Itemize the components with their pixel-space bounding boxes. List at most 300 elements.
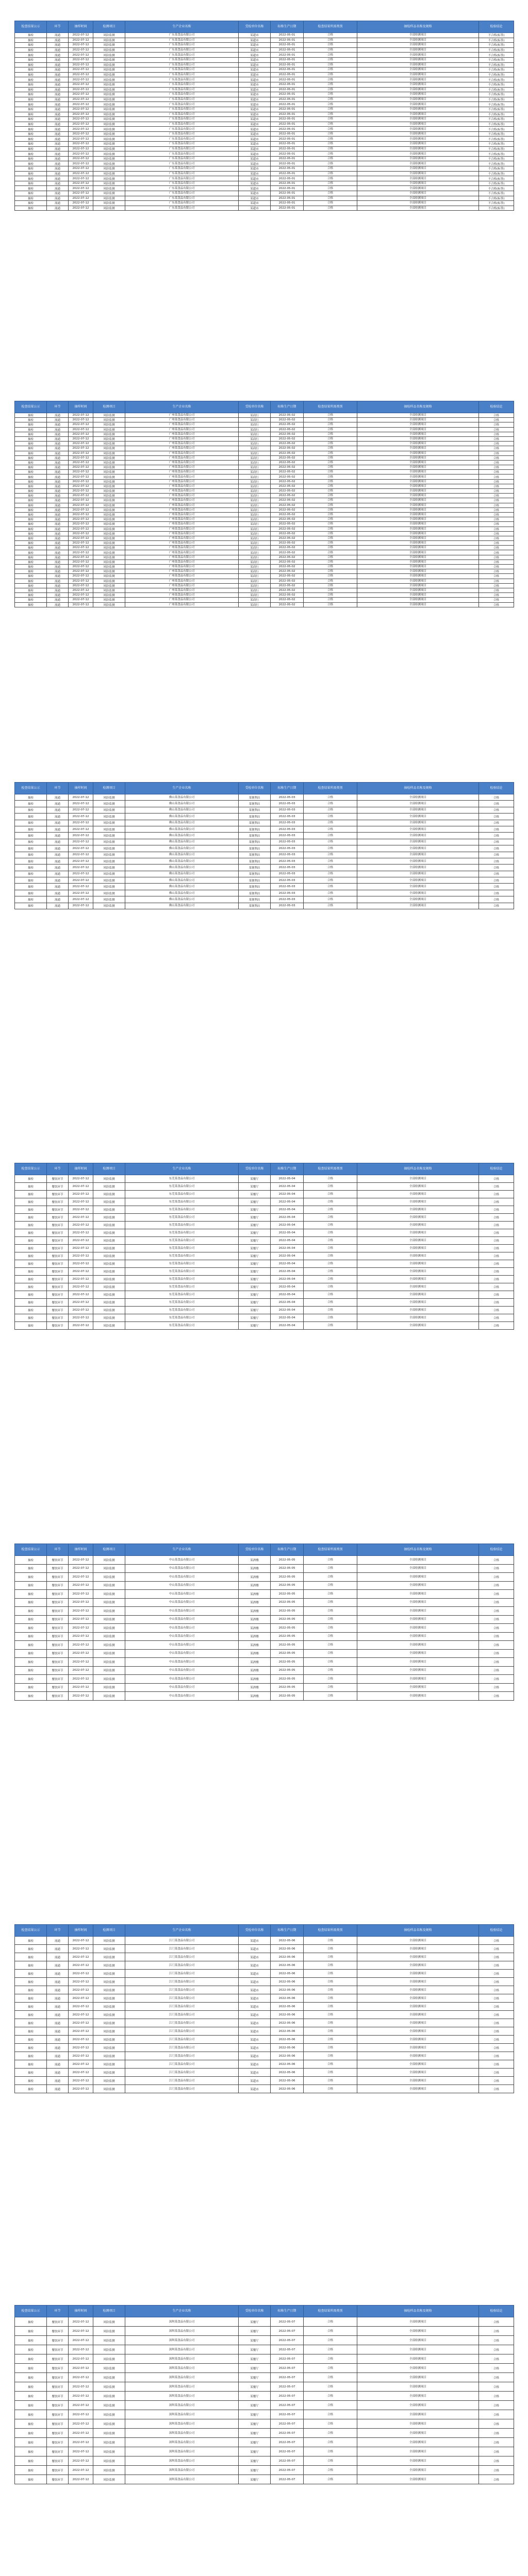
table-cell: 风险监测 <box>93 137 125 142</box>
table-cell: 2022-07-12 <box>69 512 93 517</box>
table-cell: 合格 <box>304 574 357 579</box>
table-cell: 广州某食品有限公司 <box>125 517 239 522</box>
table-cell: 2022-05-07 <box>271 2317 304 2327</box>
table-cell: 2022-07-12 <box>69 494 93 498</box>
table-cell: 2022-05-02 <box>271 517 304 522</box>
table-cell: 全部检测项目 <box>357 845 479 852</box>
table-cell: 2022-05-02 <box>271 531 304 536</box>
table-cell: 合格 <box>304 82 357 87</box>
table-cell: 某餐厅 <box>239 2401 271 2410</box>
table-cell: 合格 <box>479 1291 514 1299</box>
table-cell: 合格 <box>304 2069 357 2077</box>
table-cell: 风险监测 <box>93 1245 125 1252</box>
column-header: 检查结果所需类别 <box>304 401 357 413</box>
table-cell: 合格 <box>479 517 514 522</box>
table-cell: 抽检 <box>15 2019 47 2027</box>
table-cell: 抽检 <box>15 1598 47 1607</box>
table-cell: 合格 <box>479 2011 514 2019</box>
table-cell: 2022-05-01 <box>271 137 304 142</box>
table-cell: 风险监测 <box>93 565 125 569</box>
column-header: 受检单位名称 <box>239 783 271 794</box>
column-header: 抽检样品名称及规格 <box>357 1163 479 1175</box>
table-cell: 合格 <box>304 1229 357 1237</box>
table-cell: 广州某食品有限公司 <box>125 555 239 560</box>
table-cell: 2022-05-07 <box>271 2392 304 2401</box>
table-cell: 合格 <box>479 2044 514 2052</box>
table-cell: 合格 <box>304 602 357 607</box>
table-cell: 某便利店 <box>239 884 271 890</box>
table-cell: 2022-05-02 <box>271 494 304 498</box>
table-cell: 餐饮环节 <box>47 1632 69 1641</box>
table-cell: 某商行 <box>239 503 271 507</box>
table-cell: 合格 <box>304 1953 357 1961</box>
table-cell: 江门某食品有限公司 <box>125 1961 239 1970</box>
table-cell: 2022-05-01 <box>271 142 304 147</box>
table-cell: 全部检测项目 <box>357 852 479 858</box>
table-cell: 合格 <box>304 1649 357 1658</box>
table-cell: 2022-05-05 <box>271 1564 304 1573</box>
table-cell: 全部检测项目 <box>357 460 479 465</box>
table-cell: 合格 <box>304 1581 357 1590</box>
table-cell: 广东某食品有限公司 <box>125 142 239 147</box>
table-cell: 全部检测项目 <box>357 2317 479 2327</box>
table-cell: 2022-07-12 <box>69 206 93 211</box>
table-cell: 广东某食品有限公司 <box>125 47 239 53</box>
table-cell: 餐饮环节 <box>47 1658 69 1667</box>
table-cell: 全部检测项目 <box>357 1283 479 1291</box>
table-cell: 全部检测项目 <box>357 470 479 474</box>
table-cell: 全部检测项目 <box>357 127 479 132</box>
table-cell: 全部检测项目 <box>357 151 479 157</box>
table-cell: 合格 <box>304 146 357 151</box>
table-cell: 2022-05-01 <box>271 131 304 137</box>
table-cell: 某酒楼 <box>239 1666 271 1675</box>
table-cell: 2022-05-07 <box>271 2354 304 2364</box>
table-cell: 佛山某食品有限公司 <box>125 820 239 826</box>
table-cell: 流通 <box>47 839 69 845</box>
table-cell: 2022-05-07 <box>271 2447 304 2456</box>
table-cell: 合格 <box>304 47 357 53</box>
table-cell: 餐饮环节 <box>47 2447 69 2456</box>
table-cell: 流通 <box>47 436 69 441</box>
table-cell: 2022-05-02 <box>271 427 304 432</box>
table-cell: 风险监测 <box>93 555 125 560</box>
table-page <box>14 1544 514 1701</box>
table-cell: 抽检 <box>15 517 47 522</box>
table-cell: 2022-07-12 <box>69 442 93 446</box>
table-cell: 2022-07-12 <box>69 517 93 522</box>
table-cell: 深圳某食品有限公司 <box>125 2392 239 2401</box>
table-cell: 流通 <box>47 1978 69 1986</box>
table-cell: 合格 <box>479 1607 514 1616</box>
table-cell: 某餐厅 <box>239 2327 271 2336</box>
column-header: 抽样时间 <box>69 783 93 794</box>
table-cell: 东莞某食品有限公司 <box>125 1252 239 1260</box>
table-cell: 全部检测项目 <box>357 201 479 206</box>
table-cell: 某商行 <box>239 574 271 579</box>
table-cell: 广州某食品有限公司 <box>125 546 239 550</box>
table-cell: 抽检 <box>15 2027 47 2036</box>
table-cell: 风险监测 <box>93 536 125 540</box>
table-cell: 合格 <box>479 546 514 550</box>
table-cell: 广东某食品有限公司 <box>125 72 239 77</box>
table-cell: 流通 <box>47 112 69 117</box>
table-cell: 合格 <box>479 1206 514 1214</box>
table-cell: 全部检测项目 <box>357 839 479 845</box>
table-cell: 风险监测 <box>93 546 125 550</box>
table-cell: 合格 <box>479 1222 514 1229</box>
table-row <box>15 1945 514 1953</box>
table-cell: 2022-07-12 <box>69 460 93 465</box>
table-cell: 风险监测 <box>93 1675 125 1684</box>
table-cell: 全部检测项目 <box>357 1291 479 1299</box>
table-cell: 合格 <box>479 794 514 801</box>
table-cell: 某超市 <box>239 2003 271 2011</box>
table-cell: 广州某食品有限公司 <box>125 422 239 427</box>
table-cell: 全部检测项目 <box>357 801 479 807</box>
table-cell: 风险监测 <box>93 801 125 807</box>
table-cell: 合格 <box>304 2438 357 2447</box>
table-cell: 不合格(标签) <box>479 43 514 48</box>
table-cell: 风险监测 <box>93 2317 125 2327</box>
table-cell: 风险监测 <box>93 465 125 470</box>
table-cell: 抽检 <box>15 146 47 151</box>
table-cell: 合格 <box>479 1283 514 1291</box>
table-cell: 风险监测 <box>93 142 125 147</box>
column-header: 检查结果公示 <box>15 1544 47 1556</box>
table-cell: 合格 <box>479 494 514 498</box>
table-cell: 中山某食品有限公司 <box>125 1607 239 1616</box>
table-cell: 某商行 <box>239 527 271 531</box>
table-cell: 2022-05-01 <box>271 53 304 58</box>
table-cell: 合格 <box>479 484 514 488</box>
column-header: 受检单位名称 <box>239 1544 271 1556</box>
table-row <box>15 598 514 602</box>
table-cell: 2022-05-03 <box>271 858 304 864</box>
table-cell: 2022-05-03 <box>271 871 304 877</box>
table-cell: 风险监测 <box>93 517 125 522</box>
header-row <box>15 1163 514 1175</box>
table-cell: 流通 <box>47 550 69 555</box>
column-header: 检测项目 <box>93 1925 125 1937</box>
table-cell: 2022-07-12 <box>69 845 93 852</box>
table-cell: 风险监测 <box>93 474 125 479</box>
table-cell: 抽检 <box>15 2069 47 2077</box>
table-cell: 合格 <box>479 2410 514 2419</box>
table-cell: 2022-05-02 <box>271 422 304 427</box>
table-cell: 某超市 <box>239 196 271 201</box>
table-cell: 某超市 <box>239 2044 271 2052</box>
table-cell: 某酒楼 <box>239 1632 271 1641</box>
table-cell: 全部检测项目 <box>357 2392 479 2401</box>
table-row <box>15 531 514 536</box>
table-cell: 流通 <box>47 565 69 569</box>
table-cell: 流通 <box>47 479 69 484</box>
table-cell: 合格 <box>479 479 514 484</box>
table-cell: 抽检 <box>15 474 47 479</box>
table-cell: 广州某食品有限公司 <box>125 579 239 583</box>
table-cell: 佛山某食品有限公司 <box>125 865 239 871</box>
table-cell: 某超市 <box>239 181 271 186</box>
table-cell: 某酒楼 <box>239 1624 271 1633</box>
table-cell: 风险监测 <box>93 1564 125 1573</box>
table-row <box>15 871 514 877</box>
table-cell: 某超市 <box>239 2027 271 2036</box>
table-cell: 某商行 <box>239 598 271 602</box>
table-row <box>15 903 514 909</box>
table-row <box>15 1191 514 1198</box>
table-cell: 餐饮环节 <box>47 1649 69 1658</box>
table-cell: 风险监测 <box>93 38 125 43</box>
table-cell: 抽检 <box>15 87 47 92</box>
table-cell: 2022-07-12 <box>69 1632 93 1641</box>
table-cell: 某酒楼 <box>239 1658 271 1667</box>
table-cell: 全部检测项目 <box>357 1666 479 1675</box>
table-cell: 全部检测项目 <box>357 1183 479 1191</box>
table-cell: 江门某食品有限公司 <box>125 1970 239 1978</box>
table-cell: 合格 <box>304 794 357 801</box>
table-row <box>15 1322 514 1330</box>
table-cell: 某商行 <box>239 413 271 418</box>
table-cell: 全部检测项目 <box>357 2410 479 2419</box>
table-cell: 合格 <box>304 579 357 583</box>
table-cell: 某超市 <box>239 2060 271 2069</box>
table-cell: 合格 <box>479 884 514 890</box>
table-cell: 合格 <box>304 569 357 574</box>
table-cell: 广东某食品有限公司 <box>125 33 239 38</box>
table-cell: 合格 <box>479 1276 514 1283</box>
table-cell: 合格 <box>304 560 357 564</box>
table-cell: 流通 <box>47 1986 69 1994</box>
table-cell: 全部检测项目 <box>357 92 479 97</box>
table-cell: 风险监测 <box>93 814 125 820</box>
table-cell: 广州某食品有限公司 <box>125 474 239 479</box>
table-cell: 合格 <box>304 1260 357 1268</box>
table-cell: 风险监测 <box>93 460 125 465</box>
table-cell: 2022-07-12 <box>69 2019 93 2027</box>
table-row <box>15 1564 514 1573</box>
column-header: 检测项目 <box>93 1163 125 1175</box>
table-cell: 不合格(标签) <box>479 33 514 38</box>
table-cell: 2022-05-02 <box>271 436 304 441</box>
table-cell: 合格 <box>304 1615 357 1624</box>
table-cell: 某酒楼 <box>239 1607 271 1616</box>
table-cell: 合格 <box>479 1961 514 1970</box>
table-cell: 合格 <box>304 541 357 546</box>
table-cell: 风险监测 <box>93 201 125 206</box>
table-cell: 2022-07-12 <box>69 146 93 151</box>
table-row <box>15 2354 514 2364</box>
table-row <box>15 2336 514 2345</box>
table-cell: 合格 <box>479 833 514 839</box>
column-header: 抽检样品名称及规格 <box>357 1925 479 1937</box>
table-cell: 流通 <box>47 181 69 186</box>
column-header: 环节 <box>47 1925 69 1937</box>
table-cell: 合格 <box>304 1206 357 1214</box>
table-cell: 合格 <box>304 503 357 507</box>
table-cell: 抽检 <box>15 2317 47 2327</box>
table-row <box>15 446 514 451</box>
table-cell: 2022-05-01 <box>271 38 304 43</box>
table-cell: 合格 <box>479 1268 514 1276</box>
table-cell: 风险监测 <box>93 903 125 909</box>
table-cell: 全部检测项目 <box>357 550 479 555</box>
table-cell: 合格 <box>304 1970 357 1978</box>
table-cell: 合格 <box>304 871 357 877</box>
table-cell: 某超市 <box>239 33 271 38</box>
table-cell: 合格 <box>304 1994 357 2003</box>
table-cell: 全部检测项目 <box>357 1953 479 1961</box>
table-cell: 2022-05-03 <box>271 865 304 871</box>
table-cell: 全部检测项目 <box>357 161 479 166</box>
table-cell: 合格 <box>304 852 357 858</box>
table-cell: 2022-05-04 <box>271 1307 304 1314</box>
table-cell: 全部检测项目 <box>357 82 479 87</box>
table-cell: 抽检 <box>15 494 47 498</box>
column-header: 检验结论 <box>479 1544 514 1556</box>
table-cell: 2022-07-12 <box>69 127 93 132</box>
table-cell: 江门某食品有限公司 <box>125 2036 239 2044</box>
table-cell: 广东某食品有限公司 <box>125 181 239 186</box>
table-row <box>15 1953 514 1961</box>
table-cell: 全部检测项目 <box>357 2052 479 2060</box>
table-cell: 抽检 <box>15 512 47 517</box>
table-cell: 风险监测 <box>93 1590 125 1599</box>
table-cell: 抽检 <box>15 470 47 474</box>
table-cell: 2022-07-12 <box>69 1649 93 1658</box>
table-cell: 2022-07-12 <box>69 1222 93 1229</box>
table-cell: 江门某食品有限公司 <box>125 2011 239 2019</box>
table-cell: 抽检 <box>15 62 47 67</box>
table-cell: 江门某食品有限公司 <box>125 1986 239 1994</box>
table-cell: 全部检测项目 <box>357 2044 479 2052</box>
column-header: 检测项目 <box>93 21 125 33</box>
table-cell: 2022-07-12 <box>69 1945 93 1953</box>
table-row <box>15 465 514 470</box>
table-cell: 广东某食品有限公司 <box>125 137 239 142</box>
table-cell: 流通 <box>47 460 69 465</box>
table-cell: 餐饮环节 <box>47 1307 69 1314</box>
table-cell: 风险监测 <box>93 2429 125 2438</box>
table-cell: 某餐厅 <box>239 2345 271 2354</box>
table-cell: 合格 <box>479 890 514 896</box>
table-cell: 某超市 <box>239 62 271 67</box>
table-cell: 风险监测 <box>93 67 125 73</box>
table-row <box>15 117 514 122</box>
table-cell: 2022-05-01 <box>271 201 304 206</box>
table-cell: 2022-05-01 <box>271 186 304 191</box>
table-cell: 抽检 <box>15 507 47 512</box>
table-cell: 2022-07-12 <box>69 593 93 598</box>
table-cell: 深圳某食品有限公司 <box>125 2456 239 2466</box>
table-cell: 广东某食品有限公司 <box>125 176 239 181</box>
table-cell: 某商行 <box>239 498 271 503</box>
table-row <box>15 560 514 564</box>
table-cell: 2022-07-12 <box>69 474 93 479</box>
table-cell: 流通 <box>47 546 69 550</box>
column-header: 标称生产日期 <box>271 1163 304 1175</box>
inspection-table <box>14 2305 514 2484</box>
table-cell: 不合格(标签) <box>479 201 514 206</box>
table-cell: 合格 <box>304 1658 357 1667</box>
table-cell: 某便利店 <box>239 839 271 845</box>
table-cell: 2022-05-04 <box>271 1191 304 1198</box>
table-cell: 广州某食品有限公司 <box>125 494 239 498</box>
table-cell: 2022-07-12 <box>69 807 93 813</box>
column-header: 抽样时间 <box>69 1925 93 1937</box>
table-cell: 合格 <box>304 1307 357 1314</box>
table-cell: 2022-07-12 <box>69 2382 93 2392</box>
table-cell: 流通 <box>47 517 69 522</box>
table-cell: 合格 <box>479 560 514 564</box>
table-cell: 2022-05-01 <box>271 92 304 97</box>
table-cell: 流通 <box>47 107 69 112</box>
column-header: 生产企业名称 <box>125 783 239 794</box>
table-cell: 2022-07-12 <box>69 2354 93 2364</box>
table-cell: 某餐厅 <box>239 1214 271 1222</box>
table-row <box>15 1299 514 1307</box>
table-row <box>15 794 514 801</box>
table-cell: 广州某食品有限公司 <box>125 479 239 484</box>
table-cell: 广东某食品有限公司 <box>125 127 239 132</box>
table-cell: 深圳某食品有限公司 <box>125 2429 239 2438</box>
table-cell: 江门某食品有限公司 <box>125 2027 239 2036</box>
column-header: 检测项目 <box>93 2306 125 2317</box>
table-cell: 某酒楼 <box>239 1564 271 1573</box>
column-header: 标称生产日期 <box>271 1544 304 1556</box>
table-cell: 合格 <box>304 1198 357 1206</box>
table-cell: 2022-05-05 <box>271 1615 304 1624</box>
table-cell: 某便利店 <box>239 877 271 884</box>
table-cell: 抽检 <box>15 142 47 147</box>
table-cell: 广州某食品有限公司 <box>125 560 239 564</box>
table-cell: 2022-05-07 <box>271 2345 304 2354</box>
table-cell: 合格 <box>304 1183 357 1191</box>
table-cell: 全部检测项目 <box>357 2429 479 2438</box>
table-row <box>15 151 514 157</box>
table-cell: 佛山某食品有限公司 <box>125 801 239 807</box>
table-cell: 广东某食品有限公司 <box>125 67 239 73</box>
table-cell: 全部检测项目 <box>357 171 479 176</box>
table-cell: 餐饮环节 <box>47 1675 69 1684</box>
table-cell: 2022-05-01 <box>271 97 304 102</box>
table-cell: 全部检测项目 <box>357 465 479 470</box>
table-cell: 某超市 <box>239 2036 271 2044</box>
table-cell: 2022-05-02 <box>271 512 304 517</box>
table-cell: 2022-07-12 <box>69 1268 93 1276</box>
table-cell: 合格 <box>479 503 514 507</box>
table-cell: 2022-05-02 <box>271 522 304 527</box>
column-header: 检查结果所需类别 <box>304 2306 357 2317</box>
table-cell: 全部检测项目 <box>357 1632 479 1641</box>
table-cell: 合格 <box>304 176 357 181</box>
table-cell: 抽检 <box>15 465 47 470</box>
table-cell: 合格 <box>304 436 357 441</box>
table-cell: 抽检 <box>15 446 47 451</box>
table-cell: 2022-05-04 <box>271 1245 304 1252</box>
table-cell: 流通 <box>47 176 69 181</box>
table-cell: 2022-07-12 <box>69 1229 93 1237</box>
table-cell: 2022-07-12 <box>69 858 93 864</box>
table-cell: 某便利店 <box>239 826 271 832</box>
table-cell: 餐饮环节 <box>47 2382 69 2392</box>
table-cell: 合格 <box>304 72 357 77</box>
table-cell: 某超市 <box>239 151 271 157</box>
table-cell: 合格 <box>304 527 357 531</box>
table-row <box>15 890 514 896</box>
table-cell: 2022-07-12 <box>69 72 93 77</box>
table-cell: 某超市 <box>239 1937 271 1945</box>
